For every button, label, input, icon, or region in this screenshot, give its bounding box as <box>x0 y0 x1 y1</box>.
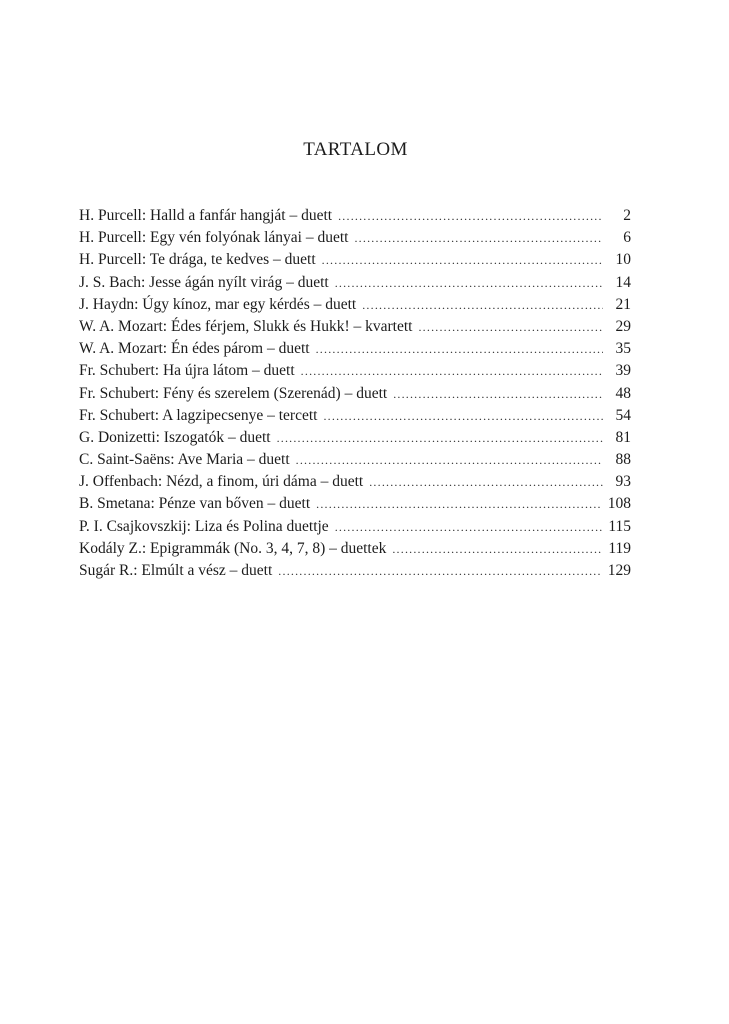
toc-entry <box>79 560 631 582</box>
toc-entry <box>79 227 631 249</box>
entry-page-number: 21 <box>615 295 631 313</box>
entry-title: J. Offenbach: Nézd, a finom, úri dáma – duett <box>79 473 364 491</box>
dot-leader <box>277 427 603 449</box>
entry-page-number: 93 <box>615 473 631 491</box>
entry-page-number: 6 <box>623 229 631 247</box>
entry-page-number: 108 <box>607 495 631 513</box>
dot-leader <box>393 383 603 405</box>
dot-leader <box>316 493 602 515</box>
dot-leader <box>278 560 601 582</box>
toc-entry <box>79 493 631 515</box>
entry-title: G. Donizetti: Iszogatók – duett <box>79 428 271 446</box>
entry-page-number: 88 <box>615 451 631 469</box>
entry-page-number: 29 <box>615 317 631 335</box>
entry-title: Fr. Schubert: Ha újra látom – duett <box>79 362 295 380</box>
toc-entry <box>79 205 631 227</box>
entry-page-number: 81 <box>615 428 631 446</box>
dot-leader <box>354 227 603 249</box>
entry-title: H. Purcell: Te drága, te kedves – duett <box>79 251 316 269</box>
page-title: TARTALOM <box>303 139 408 160</box>
toc-entry <box>79 538 631 560</box>
toc-entry <box>79 338 631 360</box>
dot-leader <box>369 471 603 493</box>
table-of-contents <box>79 205 631 582</box>
dot-leader <box>335 516 603 538</box>
entry-title: H. Purcell: Halld a fanfár hangját – duett <box>79 207 333 224</box>
entry-page-number: 54 <box>615 406 631 424</box>
toc-entry <box>79 249 631 271</box>
toc-entry <box>79 427 631 449</box>
entry-page-number: 119 <box>608 539 631 557</box>
toc-entry <box>79 272 631 294</box>
dot-leader <box>296 449 603 471</box>
toc-entry <box>79 294 631 316</box>
dot-leader <box>316 338 603 360</box>
toc-entry <box>79 516 631 538</box>
entry-title: Kodály Z.: Epigrammák (No. 3, 4, 7, 8) – duettek <box>79 539 387 557</box>
entry-title: W. A. Mozart: Én édes párom – duett <box>79 340 310 358</box>
dot-leader <box>322 249 603 271</box>
entry-page-number: 14 <box>615 273 631 291</box>
entry-title: C. Saint-Saëns: Ave Maria – duett <box>79 451 290 469</box>
toc-entry <box>79 316 631 338</box>
entry-title: P. I. Csajkovszkij: Liza és Polina duettje <box>79 517 329 535</box>
toc-entry <box>79 471 631 493</box>
dot-leader <box>392 538 602 560</box>
entry-title: J. Haydn: Úgy kínoz, mar egy kérdés – duett <box>79 295 357 313</box>
entry-title: J. S. Bach: Jesse ágán nyílt virág – duett <box>79 273 329 291</box>
entry-title: H. Purcell: Egy vén folyónak lányai – duett <box>79 229 349 247</box>
entry-title: Sugár R.: Elmúlt a vész – duett <box>79 562 273 579</box>
toc-entry <box>79 383 631 405</box>
entry-page-number: 115 <box>608 517 631 535</box>
dot-leader <box>362 294 603 316</box>
entry-title: Fr. Schubert: Fény és szerelem (Szerenád) – duett <box>79 384 388 402</box>
toc-entry <box>79 449 631 471</box>
dot-leader <box>335 272 603 294</box>
dot-leader <box>338 205 603 227</box>
toc-entry <box>79 405 631 427</box>
dot-leader <box>418 316 603 338</box>
entry-page-number: 2 <box>623 207 631 224</box>
entry-page-number: 10 <box>615 251 631 269</box>
entry-title: B. Smetana: Pénze van bőven – duett <box>79 495 311 513</box>
entry-page-number: 39 <box>615 362 631 380</box>
entry-title: Fr. Schubert: A lagzipecsenye – tercett <box>79 406 318 424</box>
dot-leader <box>323 405 603 427</box>
entry-title: W. A. Mozart: Édes férjem, Slukk és Hukk! – kvartett <box>79 317 413 335</box>
entry-page-number: 129 <box>607 562 631 579</box>
toc-entry <box>79 360 631 382</box>
entry-page-number: 35 <box>615 340 631 358</box>
dot-leader <box>301 360 603 382</box>
entry-page-number: 48 <box>615 384 631 402</box>
